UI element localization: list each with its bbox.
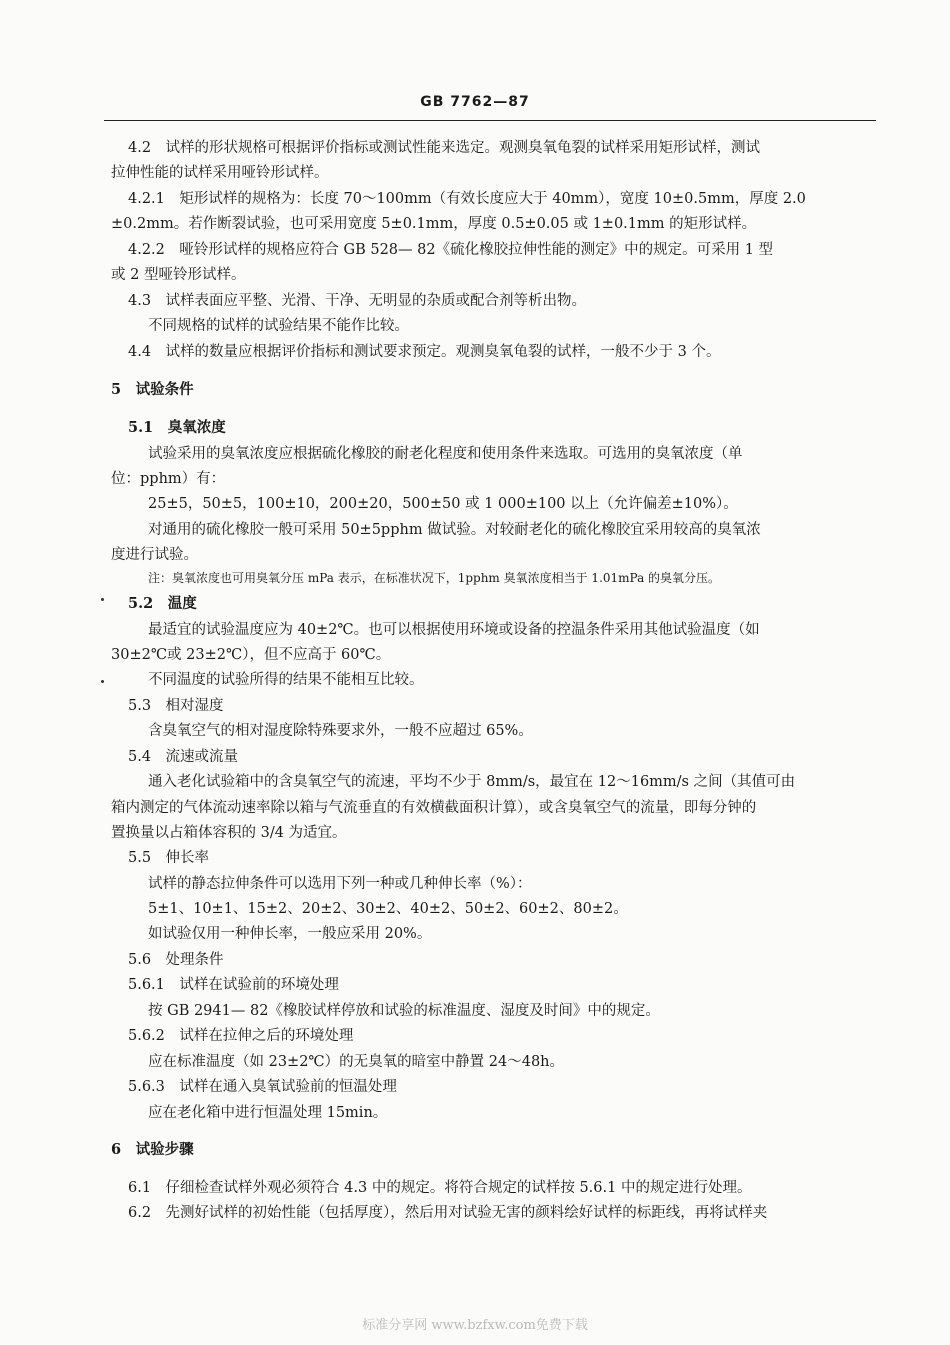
section-heading: 5 试验条件 xyxy=(111,381,194,398)
text-line: 如试验仅用一种伸长率，一般应采用 20%。 xyxy=(148,926,432,942)
text-line: 4.4 试样的数量应根据评价指标和测试要求预定。观测臭氧龟裂的试样，一般不少于 3 个。 xyxy=(128,344,721,360)
text-line: 位：pphm）有： xyxy=(111,471,226,487)
text-line: 箱内测定的气体流动速率除以箱与气流垂直的有效横截面积计算），或含臭氧空气的流量，即每分钟的 xyxy=(111,800,757,816)
text-line: 6.2 先测好试样的初始性能（包括厚度），然后用对试验无害的颜料绘好试样的标距线，再将试样夹 xyxy=(128,1205,768,1221)
subsection-heading: 5.4 流速或流量 xyxy=(128,749,239,765)
text-line: 试验采用的臭氧浓度应根据硫化橡胶的耐老化程度和使用条件来选取。可选用的臭氧浓度（单 xyxy=(148,446,743,462)
text-line: 对通用的硫化橡胶一般可采用 50±5pphm 做试验。对较耐老化的硫化橡胶宜采用较高的臭氧浓 xyxy=(148,522,761,538)
text-line: 最适宜的试验温度应为 40±2℃。也可以根据使用环境或设备的控温条件采用其他试验温度（如 xyxy=(148,622,760,638)
subsection-heading: 5.3 相对湿度 xyxy=(128,698,224,714)
page-footer-watermark: 标准分享网 www.bzfxw.com免费下载 xyxy=(362,1318,588,1333)
text-line: 度进行试验。 xyxy=(111,547,198,563)
note-line: 注：臭氧浓度也可用臭氧分压 mPa 表示，在标准状况下，1pphm 臭氧浓度相当于 1.01mPa 的臭氧分压。 xyxy=(148,571,721,585)
text-line: 置换量以占箱体容积的 3/4 为适宜。 xyxy=(111,825,347,841)
text-line: 不同温度的试验所得的结果不能相互比较。 xyxy=(148,672,424,688)
subsection-heading: 5.5 伸长率 xyxy=(128,850,210,866)
subsection-heading: 5.6.2 试样在拉伸之后的环境处理 xyxy=(128,1028,354,1044)
subsection-heading: 5.6.3 试样在通入臭氧试验前的恒温处理 xyxy=(128,1079,397,1095)
text-line: 通入老化试验箱中的含臭氧空气的流速，平均不少于 8mm/s，最宜在 12～16mm/s 之间（其值可由 xyxy=(148,774,796,790)
scan-speck xyxy=(101,680,104,683)
text-line: 不同规格的试样的试验结果不能作比较。 xyxy=(148,318,409,334)
text-line: 6.1 仔细检查试样外观必须符合 4.3 中的规定。将符合规定的试样按 5.6.1 中的规定进行处理。 xyxy=(128,1180,752,1196)
text-line: 试样的静态拉伸条件可以选用下列一种或几种伸长率（%）： xyxy=(148,876,532,892)
section-heading: 6 试验步骤 xyxy=(111,1141,194,1158)
text-line: 应在标准温度（如 23±2℃）的无臭氧的暗室中静置 24～48h。 xyxy=(148,1054,565,1070)
text-line: 4.2.1 矩形试样的规格为：长度 70～100mm（有效长度应大于 40mm），宽度 10±0.5mm，厚度 2.0 xyxy=(128,191,806,207)
text-line: 应在老化箱中进行恒温处理 15min。 xyxy=(148,1105,388,1121)
text-line: 含臭氧空气的相对湿度除特殊要求外，一般不应超过 65%。 xyxy=(148,723,533,739)
subsection-heading: 5.6.1 试样在试验前的环境处理 xyxy=(128,977,339,993)
subsection-heading: 5.6 处理条件 xyxy=(128,952,224,968)
text-line: 5±1、10±1、15±2、20±2、30±2、40±2、50±2、60±2、80±2。 xyxy=(148,901,628,917)
text-line: 4.3 试样表面应平整、光滑、干净、无明显的杂质或配合剂等析出物。 xyxy=(128,293,587,309)
text-line: 或 2 型哑铃形试样。 xyxy=(111,267,246,283)
page-header: GB 7762—87 xyxy=(420,94,530,110)
text-line: 拉伸性能的试样采用哑铃形试样。 xyxy=(111,165,329,181)
subsection-heading: 5.2 温度 xyxy=(128,595,197,612)
text-line: 30±2℃或 23±2℃），但不应高于 60℃。 xyxy=(111,647,391,663)
header-rule xyxy=(104,120,876,121)
subsection-heading: 5.1 臭氧浓度 xyxy=(128,419,226,436)
text-line: 4.2.2 哑铃形试样的规格应符合 GB 528— 82《硫化橡胶拉伸性能的测定》中的规定。可采用 1 型 xyxy=(128,242,774,258)
text-line: 4.2 试样的形状规格可根据评价指标或测试性能来选定。观测臭氧龟裂的试样采用矩形试样，测试 xyxy=(128,140,761,156)
text-line: 按 GB 2941— 82《橡胶试样停放和试验的标准温度、湿度及时间》中的规定。 xyxy=(148,1003,660,1019)
scan-speck xyxy=(101,598,104,601)
text-line: ±0.2mm。若作断裂试验，也可采用宽度 5±0.1mm，厚度 0.5±0.05 或 1±0.1mm 的矩形试样。 xyxy=(111,216,757,232)
text-line: 25±5，50±5，100±10，200±20，500±50 或 1 000±100 以上（允许偏差±10%）。 xyxy=(148,496,738,512)
